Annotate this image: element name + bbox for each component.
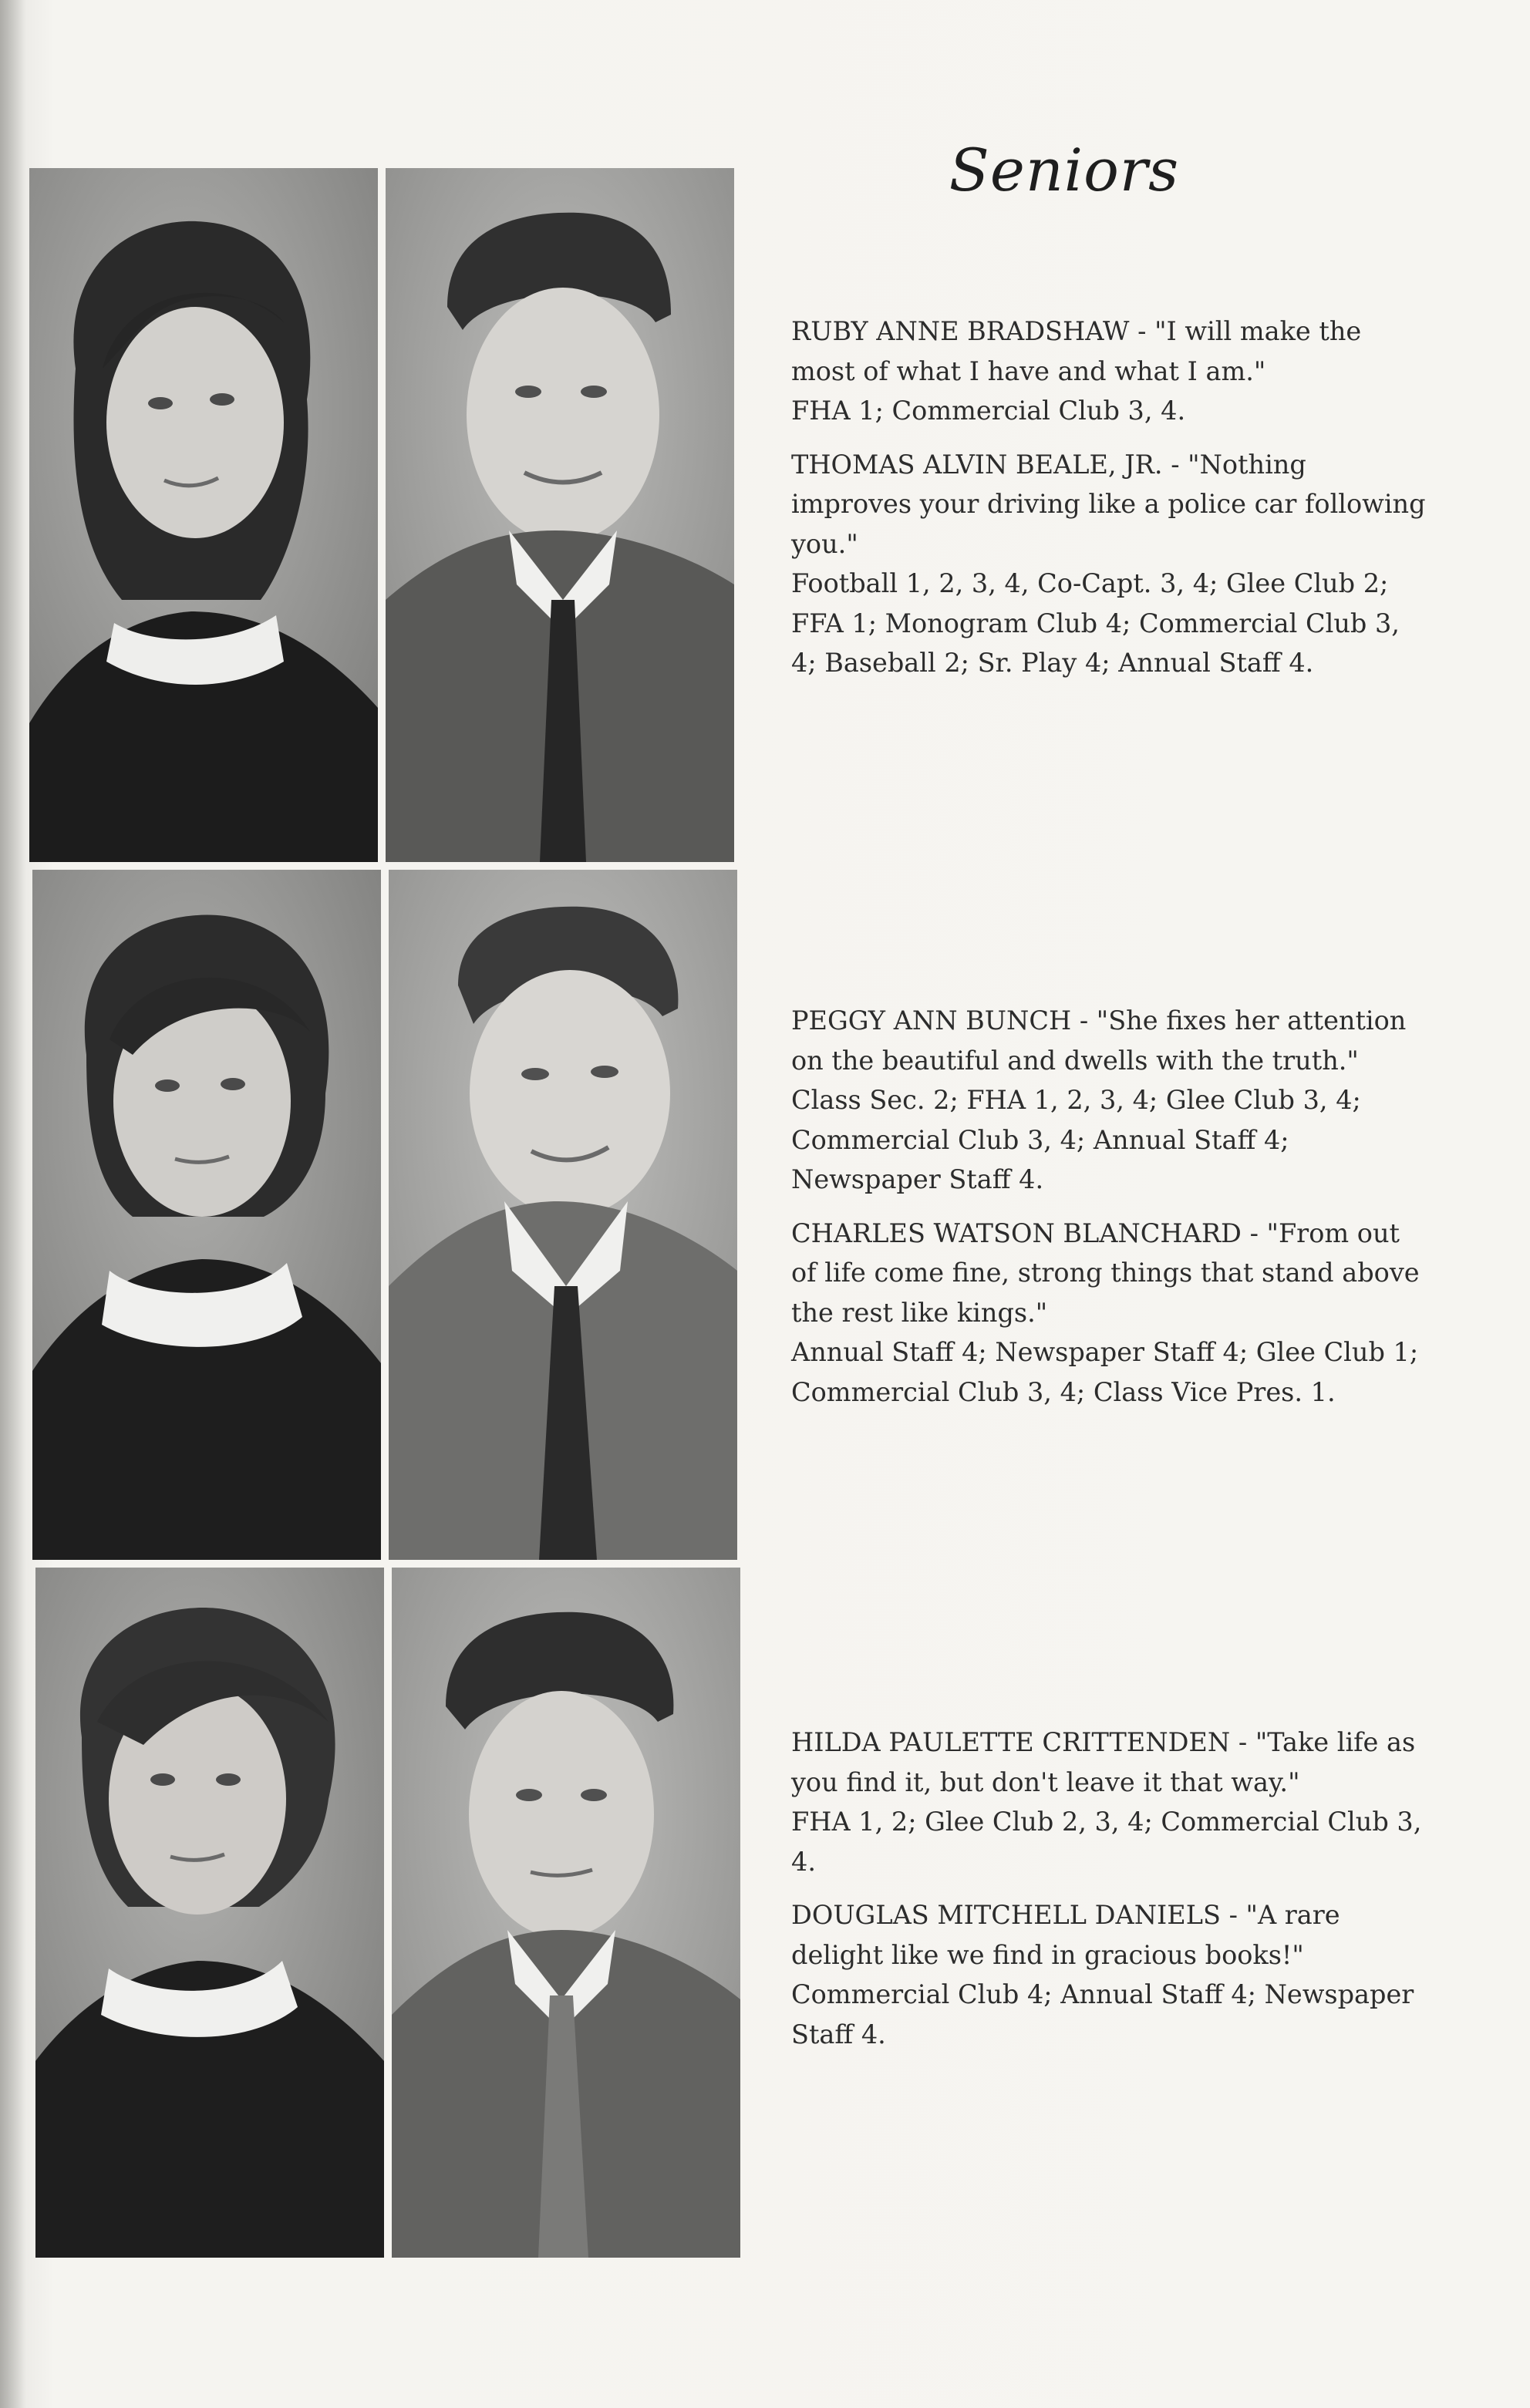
senior-name: RUBY ANNE BRADSHAW — [791, 316, 1130, 346]
senior-entries-group-1 — [791, 312, 1431, 697]
senior-quote: - "She fixes her attention on the beautiful and dwells with the truth." — [791, 1005, 1407, 1076]
page-title: Seniors — [949, 136, 1180, 204]
portrait-photo-boy-1 — [386, 168, 734, 862]
senior-quote: - "Nothing improves your driving like a police car following you." — [791, 449, 1426, 559]
senior-activities: Class Sec. 2; FHA 1, 2, 3, 4; Glee Club 3, 4; Commercial Club 3, 4; Annual Staff 4; Newspaper Staff 4. — [791, 1085, 1361, 1194]
senior-name: DOUGLAS MITCHELL DANIELS — [791, 1900, 1221, 1930]
senior-entry — [791, 1001, 1431, 1200]
portrait-photo-girl-3 — [35, 1568, 384, 2258]
senior-activities: Football 1, 2, 3, 4, Co-Capt. 3, 4; Glee Club 2; FFA 1; Monogram Club 4; Commercial Club 3, 4; Baseball 2; Sr. Play 4; Annual Staff 4. — [791, 568, 1400, 678]
senior-entry — [791, 445, 1431, 683]
senior-activities: FHA 1; Commercial Club 3, 4. — [791, 396, 1186, 426]
senior-activities: Commercial Club 4; Annual Staff 4; Newspaper Staff 4. — [791, 1979, 1414, 2049]
senior-entry — [791, 1214, 1431, 1413]
portrait-photo-girl-1 — [29, 168, 378, 862]
senior-entry — [791, 1723, 1431, 1881]
portrait-photo-girl-2 — [32, 870, 381, 1560]
senior-quote: - "A rare delight like we find in gracious books!" — [791, 1900, 1340, 1970]
senior-activities: FHA 1, 2; Glee Club 2, 3, 4; Commercial Club 3, 4. — [791, 1807, 1422, 1877]
senior-name: PEGGY ANN BUNCH — [791, 1005, 1072, 1036]
senior-entries-group-3 — [791, 1723, 1431, 2068]
portrait-photo-boy-3 — [392, 1568, 740, 2258]
binding-shadow — [0, 0, 26, 2408]
senior-quote: - "I will make the most of what I have and what I am." — [791, 316, 1362, 386]
senior-entry — [791, 312, 1431, 431]
portrait-grid — [29, 168, 745, 2258]
senior-activities: Annual Staff 4; Newspaper Staff 4; Glee Club 1; Commercial Club 3, 4; Class Vice Pres. 1. — [791, 1337, 1419, 1407]
senior-name: HILDA PAULETTE CRITTENDEN — [791, 1727, 1231, 1757]
senior-quote: - "Take life as you find it, but don't leave it that way." — [791, 1727, 1416, 1797]
senior-name: CHARLES WATSON BLANCHARD — [791, 1217, 1242, 1248]
senior-entry — [791, 1895, 1431, 2054]
senior-name: THOMAS ALVIN BEALE, JR. — [791, 449, 1163, 480]
senior-quote: - "From out of life come fine, strong things that stand above the rest like kings." — [791, 1217, 1420, 1328]
senior-entries-group-2 — [791, 1001, 1431, 1426]
portrait-photo-boy-2 — [389, 870, 737, 1560]
